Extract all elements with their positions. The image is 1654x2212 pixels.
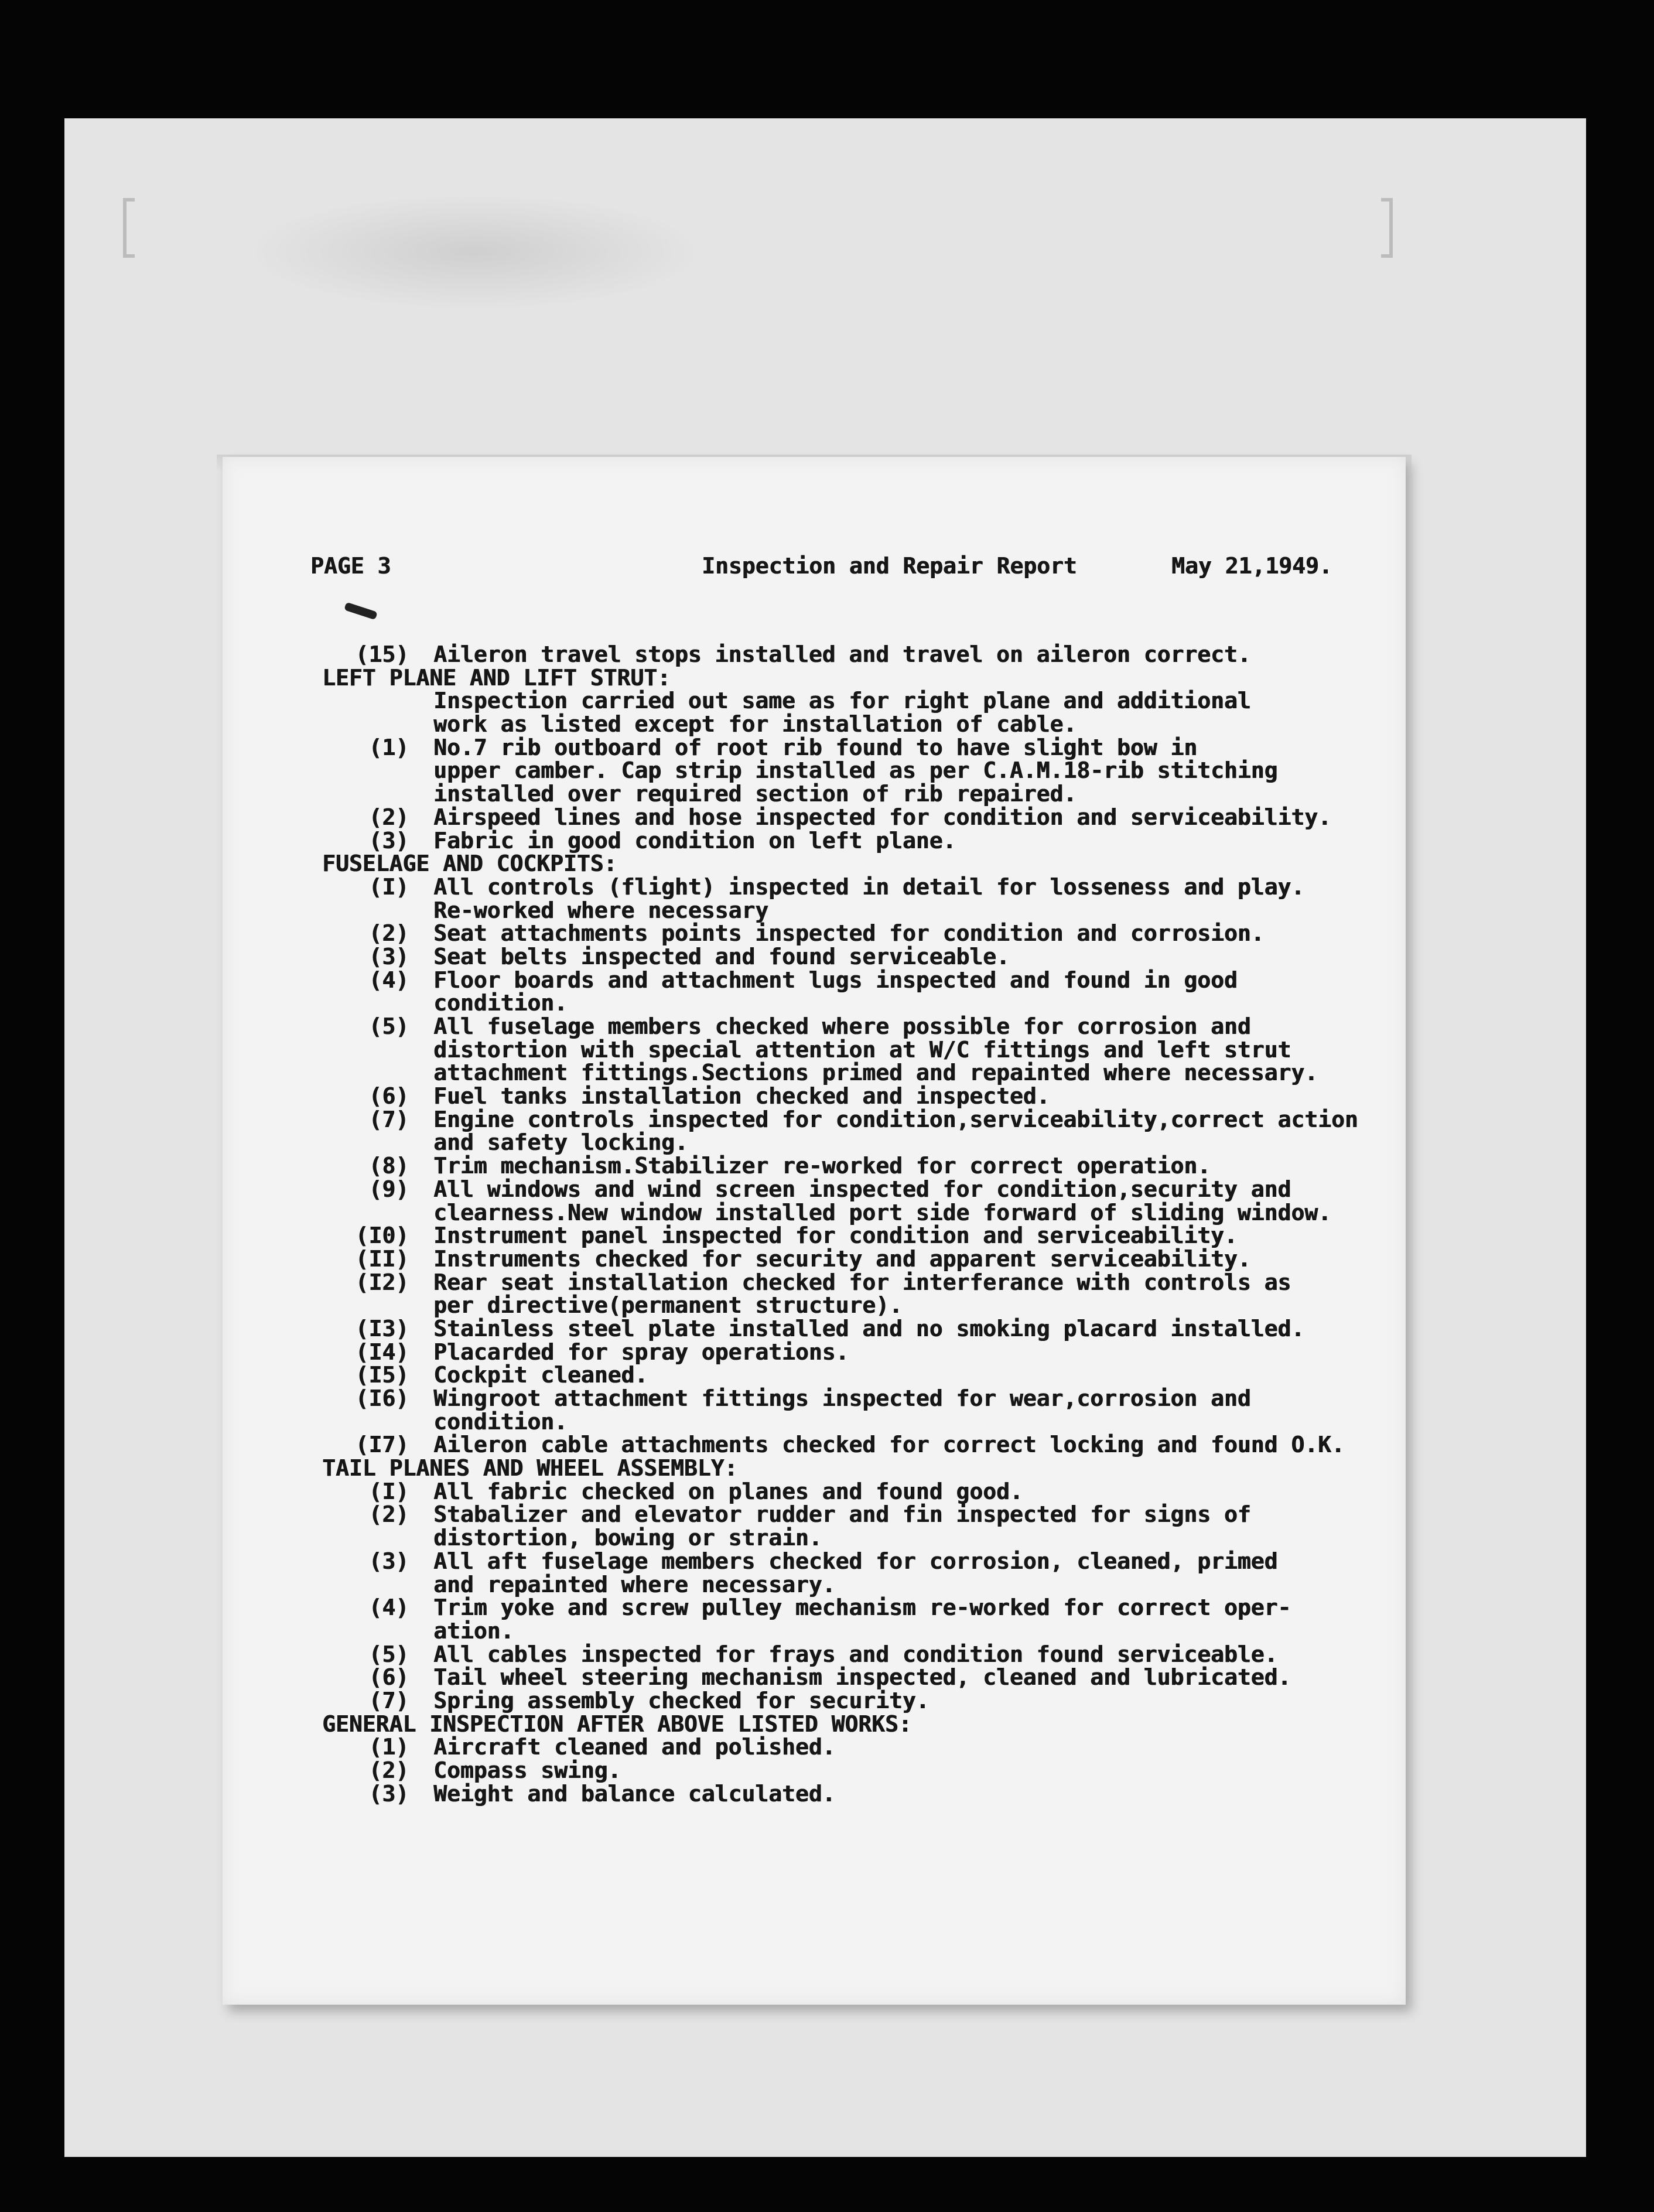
report-line bbox=[322, 1643, 1412, 1667]
item-number: (15) bbox=[355, 641, 409, 667]
item-number: (II) bbox=[355, 1245, 409, 1272]
item-number: (2) bbox=[368, 804, 409, 830]
line-text: Cockpit cleaned. bbox=[433, 1362, 648, 1388]
line-text: All windows and wind screen inspected for condition,security and bbox=[433, 1176, 1291, 1202]
line-text: per directive(permanent structure). bbox=[433, 1292, 903, 1319]
line-text: Inspection carried out same as for right plane and additional bbox=[433, 688, 1251, 714]
report-line bbox=[322, 1617, 1412, 1644]
item-number: (1) bbox=[368, 734, 409, 760]
line-text: and repainted where necessary. bbox=[433, 1571, 836, 1597]
report-line bbox=[322, 1317, 1412, 1341]
report-title: Inspection and Repair Report bbox=[702, 553, 1077, 579]
report-line bbox=[322, 713, 1412, 736]
line-text: condition. bbox=[433, 990, 568, 1016]
item-number: (I7) bbox=[355, 1432, 409, 1458]
item-number: (I5) bbox=[355, 1362, 409, 1388]
report-line bbox=[322, 992, 1412, 1015]
item-number: (2) bbox=[368, 1757, 409, 1783]
line-text: Placarded for spray operations. bbox=[433, 1339, 849, 1365]
report-line bbox=[322, 736, 1412, 760]
report-line bbox=[322, 827, 1412, 854]
line-text: All fabric checked on planes and found good. bbox=[433, 1478, 1023, 1504]
line-text: Aileron cable attachments checked for correct locking and found O.K. bbox=[433, 1432, 1345, 1458]
report-line bbox=[322, 1201, 1412, 1225]
report-line bbox=[322, 759, 1412, 783]
line-text: installed over required section of rib repaired. bbox=[433, 781, 1077, 807]
report-line bbox=[322, 1364, 1412, 1387]
item-number: (3) bbox=[368, 827, 409, 854]
page-number: PAGE 3 bbox=[310, 553, 391, 579]
line-text: Instruments checked for security and apparent serviceability. bbox=[433, 1245, 1251, 1272]
report-line bbox=[322, 689, 1412, 713]
line-text: ation. bbox=[433, 1617, 514, 1644]
line-text: Floor boards and attachment lugs inspected and found in good bbox=[433, 967, 1238, 993]
item-number: (9) bbox=[368, 1176, 409, 1202]
report-line bbox=[322, 1573, 1412, 1597]
report-line bbox=[322, 969, 1412, 992]
item-number: (2) bbox=[368, 1501, 409, 1528]
item-number: (3) bbox=[368, 1780, 409, 1807]
item-number: (6) bbox=[368, 1664, 409, 1691]
line-text: All aft fuselage members checked for corrosion, cleaned, primed bbox=[433, 1548, 1278, 1574]
report-line bbox=[322, 1480, 1412, 1504]
line-text: distortion with special attention at W/C fittings and left strut bbox=[433, 1036, 1291, 1063]
report-line bbox=[322, 1341, 1412, 1364]
line-text: Seat belts inspected and found serviceable. bbox=[433, 943, 1010, 970]
item-number: (7) bbox=[368, 1687, 409, 1713]
line-text: Aircraft cleaned and polished. bbox=[433, 1734, 836, 1760]
item-number: (I3) bbox=[355, 1315, 409, 1341]
report-line bbox=[322, 1036, 1412, 1063]
section-heading bbox=[322, 664, 1412, 691]
report-line bbox=[322, 1224, 1412, 1248]
line-text: Tail wheel steering mechanism inspected, cleaned and lubricated. bbox=[433, 1664, 1291, 1691]
item-number: (I6) bbox=[355, 1385, 409, 1411]
report-line bbox=[322, 1155, 1412, 1178]
faded-stamp-smudge bbox=[246, 193, 703, 310]
line-text: Trim yoke and screw pulley mechanism re-worked for correct oper- bbox=[433, 1595, 1291, 1621]
item-number: (4) bbox=[368, 967, 409, 993]
line-text: Wingroot attachment fittings inspected for wear,corrosion and bbox=[433, 1385, 1251, 1411]
report-line bbox=[322, 1294, 1412, 1317]
report-line bbox=[322, 783, 1412, 806]
item-number: (I2) bbox=[355, 1269, 409, 1295]
report-line bbox=[322, 1131, 1412, 1155]
item-number: (3) bbox=[368, 1548, 409, 1574]
line-text: Fabric in good condition on left plane. bbox=[433, 827, 956, 854]
report-line bbox=[322, 1759, 1412, 1783]
item-number: (1) bbox=[368, 1734, 409, 1760]
report-line bbox=[322, 1178, 1412, 1201]
line-text: attachment fittings.Sections primed and repainted where necessary. bbox=[433, 1060, 1318, 1086]
report-line bbox=[322, 1108, 1412, 1132]
report-line bbox=[322, 1780, 1412, 1807]
item-number: (5) bbox=[368, 1013, 409, 1039]
line-text: Weight and balance calculated. bbox=[433, 1780, 836, 1807]
line-text: Compass swing. bbox=[433, 1757, 621, 1783]
report-date: May 21,1949. bbox=[1171, 553, 1332, 579]
item-number: (6) bbox=[368, 1083, 409, 1110]
report-line bbox=[322, 1245, 1412, 1272]
report-line bbox=[322, 1666, 1412, 1689]
line-text: clearness.New window installed port side forward of sliding window. bbox=[433, 1199, 1331, 1226]
line-text: Trim mechanism.Stabilizer re-worked for correct operation. bbox=[433, 1153, 1211, 1179]
item-number: (I0) bbox=[355, 1223, 409, 1249]
crop-mark-right bbox=[1381, 198, 1393, 258]
report-line bbox=[322, 1689, 1412, 1713]
item-number: (I) bbox=[368, 1478, 409, 1504]
line-text: work as listed except for installation of cable. bbox=[433, 711, 1077, 738]
line-text: All controls (flight) inspected in detail for losseness and play. bbox=[433, 873, 1305, 900]
line-text: distortion, bowing or strain. bbox=[433, 1525, 822, 1551]
report-line bbox=[322, 1433, 1412, 1457]
section-heading bbox=[322, 852, 1412, 876]
report-line bbox=[322, 1387, 1412, 1411]
report-line bbox=[322, 1061, 1412, 1085]
report-line bbox=[322, 806, 1412, 830]
line-text: All fuselage members checked where possible for corrosion and bbox=[433, 1013, 1251, 1039]
heading-text: FUSELAGE AND COCKPITS: bbox=[322, 851, 617, 877]
item-number: (5) bbox=[368, 1641, 409, 1667]
item-number: (3) bbox=[368, 943, 409, 970]
section-heading bbox=[322, 1713, 1412, 1736]
report-line bbox=[322, 945, 1412, 969]
line-text: Aileron travel stops installed and travel on aileron correct. bbox=[433, 641, 1251, 667]
item-number: (4) bbox=[368, 1595, 409, 1621]
crop-mark-left bbox=[123, 198, 135, 258]
report-line bbox=[322, 899, 1412, 923]
item-number: (I) bbox=[368, 873, 409, 900]
report-line bbox=[322, 643, 1412, 667]
report-line bbox=[322, 922, 1412, 945]
line-text: Fuel tanks installation checked and inspected. bbox=[433, 1083, 1050, 1110]
report-line bbox=[322, 1527, 1412, 1550]
line-text: Re-worked where necessary bbox=[433, 897, 768, 923]
report-line bbox=[322, 1408, 1412, 1435]
line-text: Instrument panel inspected for condition and serviceability. bbox=[433, 1223, 1238, 1249]
line-text: Spring assembly checked for security. bbox=[433, 1687, 929, 1713]
report-line bbox=[322, 1271, 1412, 1295]
heading-text: GENERAL INSPECTION AFTER ABOVE LISTED WORKS: bbox=[322, 1711, 912, 1737]
line-text: No.7 rib outboard of root rib found to have slight bow in bbox=[433, 734, 1198, 760]
item-number: (7) bbox=[368, 1106, 409, 1132]
line-text: Stainless steel plate installed and no smoking placard installed. bbox=[433, 1315, 1305, 1341]
report-line bbox=[322, 873, 1412, 900]
line-text: and safety locking. bbox=[433, 1129, 688, 1156]
heading-text: TAIL PLANES AND WHEEL ASSEMBLY: bbox=[322, 1455, 738, 1482]
report-line bbox=[322, 1550, 1412, 1573]
item-number: (2) bbox=[368, 920, 409, 947]
line-text: Seat attachments points inspected for condition and corrosion. bbox=[433, 920, 1265, 947]
line-text: Rear seat installation checked for interferance with controls as bbox=[433, 1269, 1291, 1295]
item-number: (8) bbox=[368, 1153, 409, 1179]
line-text: Airspeed lines and hose inspected for condition and serviceability. bbox=[433, 804, 1331, 830]
line-text: All cables inspected for frays and condition found serviceable. bbox=[433, 1641, 1278, 1667]
report-line bbox=[322, 1015, 1412, 1039]
line-text: upper camber. Cap strip installed as per C.A.M.18-rib stitching bbox=[433, 757, 1278, 784]
line-text: Engine controls inspected for condition,serviceability,correct action bbox=[433, 1106, 1358, 1132]
heading-text: LEFT PLANE AND LIFT STRUT: bbox=[322, 664, 671, 691]
report-line bbox=[322, 1085, 1412, 1108]
line-text: Stabalizer and elevator rudder and fin inspected for signs of bbox=[433, 1501, 1251, 1528]
item-number: (I4) bbox=[355, 1339, 409, 1365]
section-heading bbox=[322, 1457, 1412, 1480]
report-body bbox=[322, 643, 1412, 1805]
line-text: condition. bbox=[433, 1408, 568, 1435]
report-line bbox=[322, 1736, 1412, 1759]
report-line bbox=[322, 1503, 1412, 1527]
report-line bbox=[322, 1596, 1412, 1620]
